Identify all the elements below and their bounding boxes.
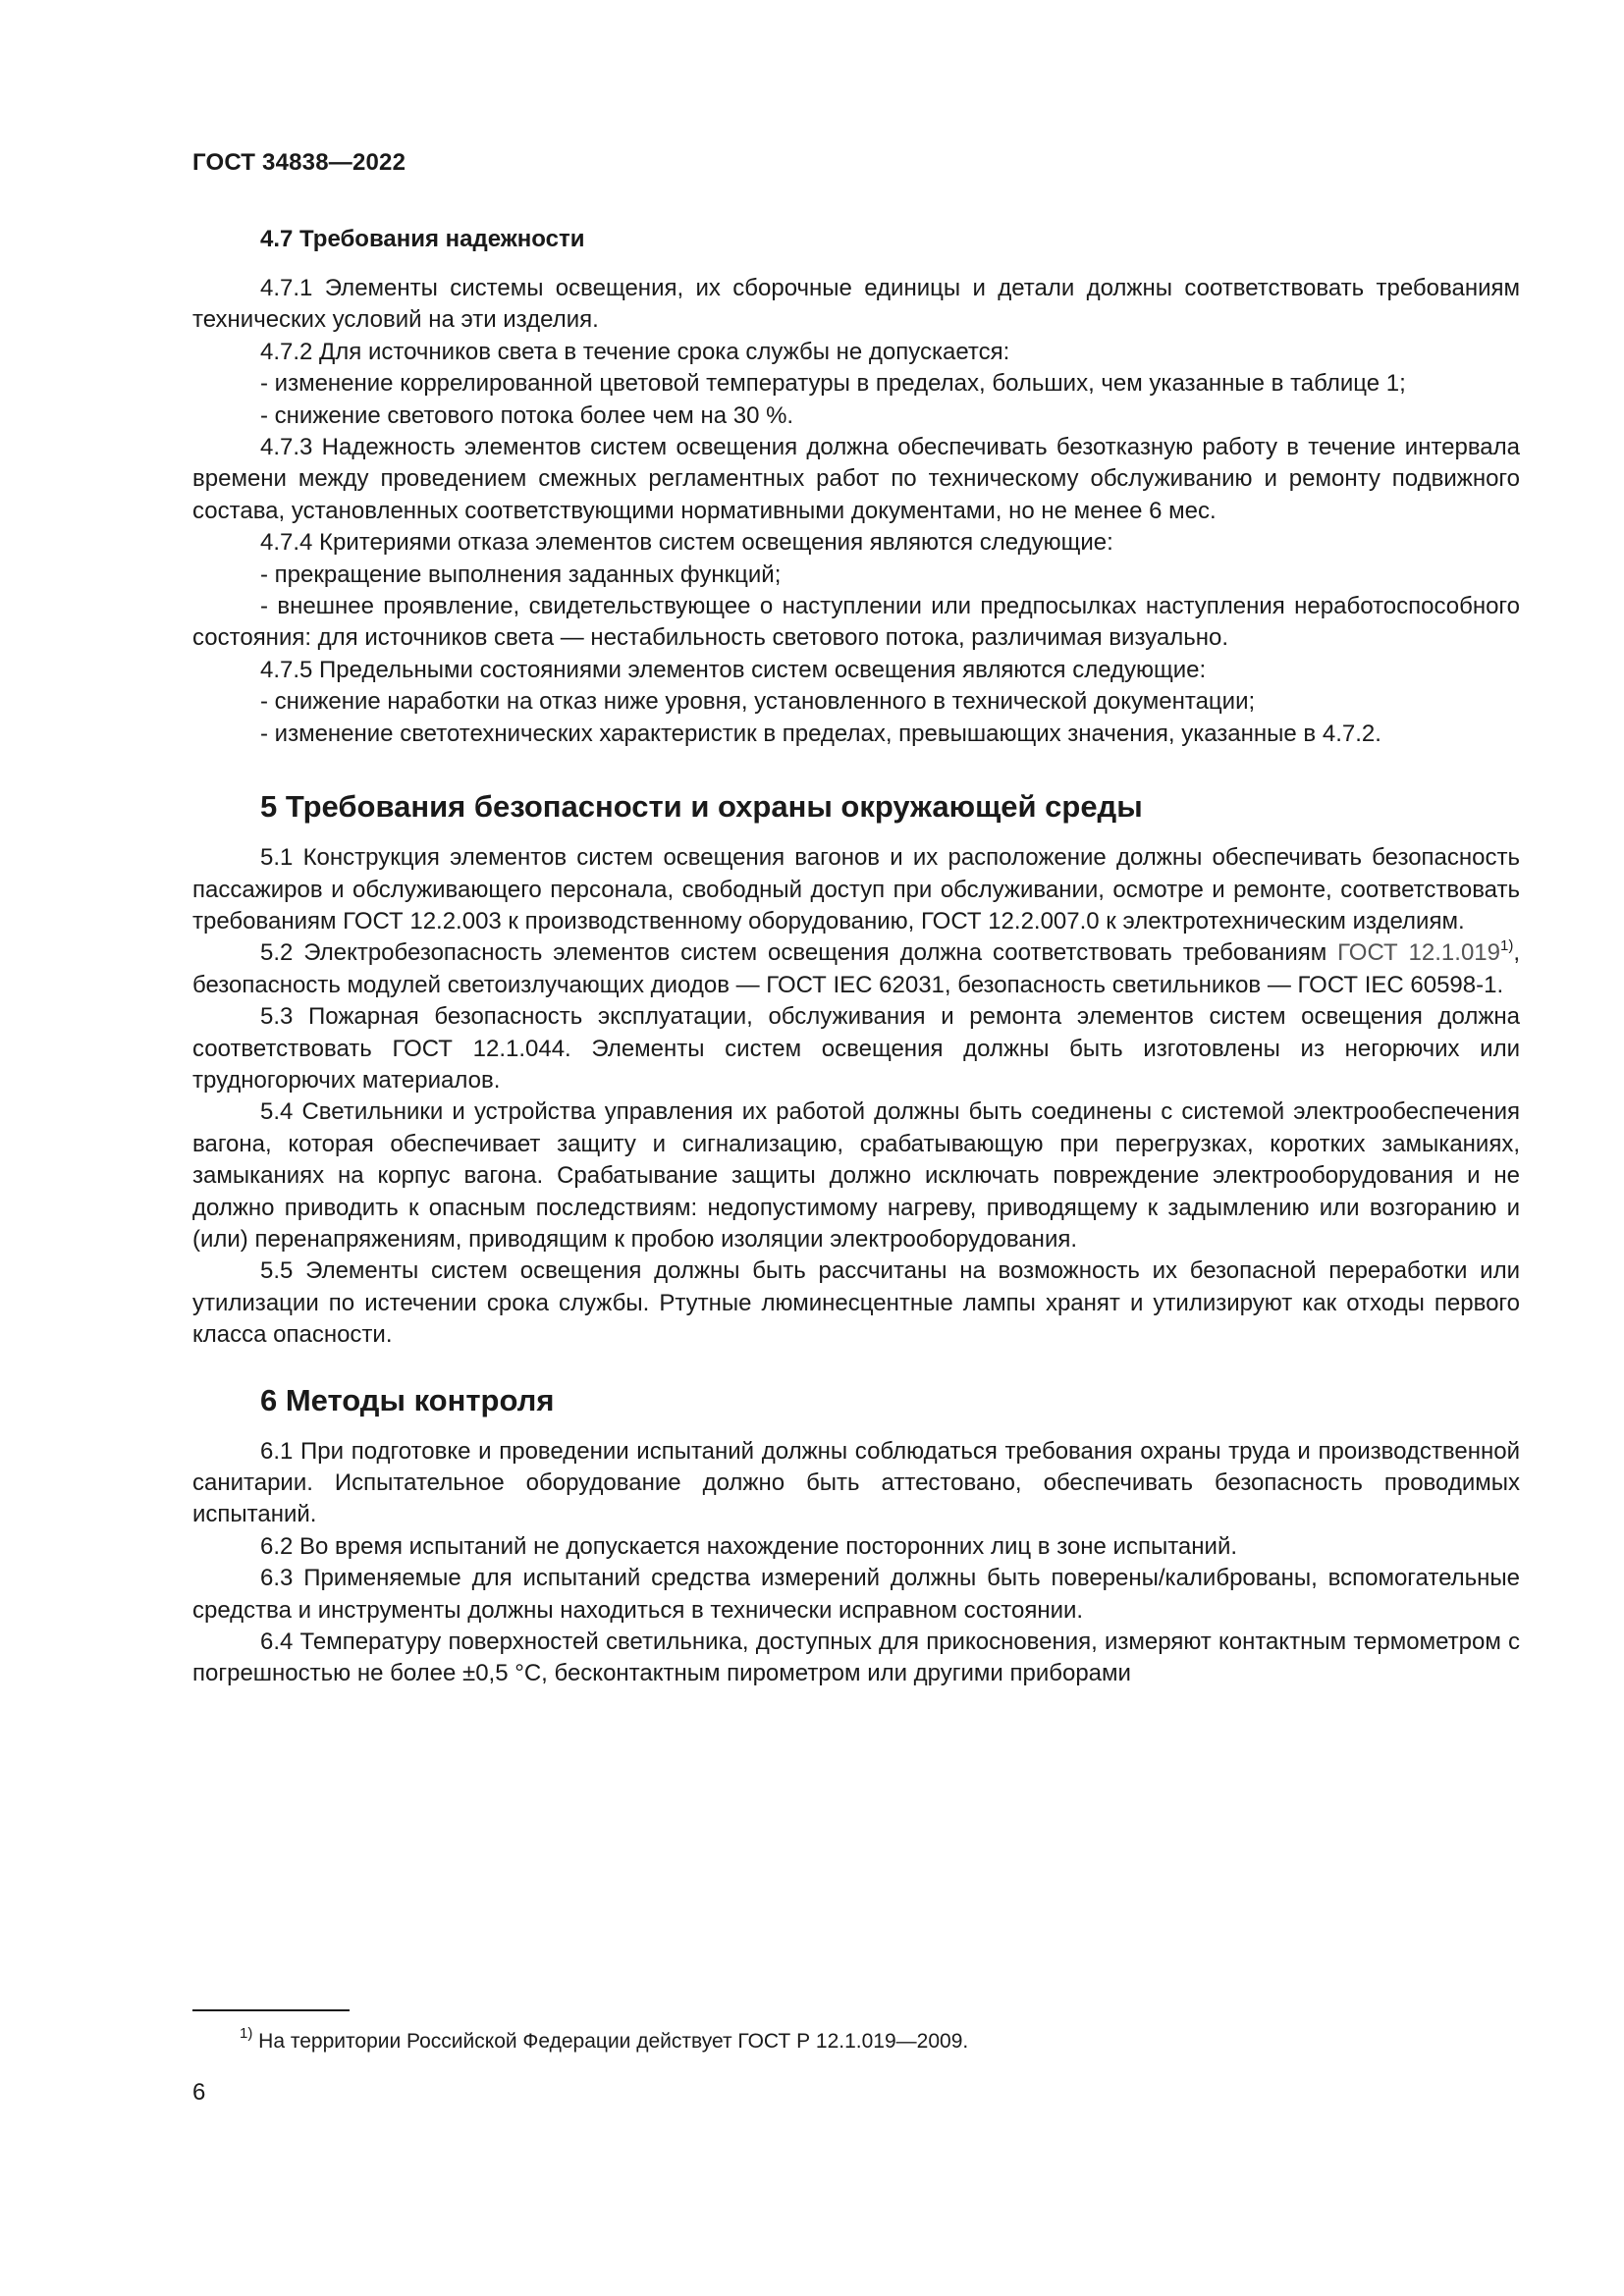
list-item: - внешнее проявление, свидетельствующее о наступлении или предпосылках наступления неработоспособного состояния: для источников света — нестабильность светового потока, различимая визуально. [192,593,1520,652]
list-item: - снижение светового потока более чем на 30 %. [260,401,794,429]
gost-12-1-019-link[interactable]: ГОСТ 12.1.019 [1337,939,1500,967]
footnote [240,2025,969,2056]
list-item: - снижение наработки на отказ ниже уровня, установленного в технической документации; [260,688,1256,716]
paragraph: 4.7.2 Для источников света в течение срока службы не допускается: [260,338,1010,365]
paragraph: 5.5 Элементы систем освещения должны быть рассчитаны на возможность их безопасной переработки или утилизации по истечении срока службы. Ртутные люминесцентные лампы хранят и утилизируют как отходы первого класса опасности. [192,1257,1520,1349]
list-item: - изменение коррелированной цветовой температуры в пределах, больших, чем указанные в таблице 1; [260,370,1406,398]
paragraph-5-2 [192,937,1520,1001]
footnote-marker: 1) [240,2025,253,2042]
document-code-header: ГОСТ 34838—2022 [192,149,406,176]
footnote-ref: 1) [1499,937,1514,955]
page-content [192,222,1520,1690]
paragraph: 5.3 Пожарная безопасность эксплуатации, обслуживания и ремонта элементов систем освещения должна соответствовать ГОСТ 12.1.044. Элементы систем освещения должны быть изготовлены из негорючих или трудногорючих материалов. [192,1003,1520,1094]
list-item: - изменение светотехнических характеристик в пределах, превышающих значения, указанные в 4.7.2. [260,720,1381,747]
paragraph: 4.7.1 Элементы системы освещения, их сборочные единицы и детали должны соответствовать требованиям технических условий на эти изделия. [192,275,1520,334]
paragraph: 6.3 Применяемые для испытаний средства измерений должны быть поверены/калиброваны, вспомогательные средства и инструменты должны находиться в технически исправном состоянии. [192,1565,1520,1624]
section-4-7-heading: 4.7 Требования надежности [260,226,585,252]
section-6-heading: 6 Методы контроля [260,1382,555,1417]
page-number: 6 [192,2079,206,2106]
footnote-separator [192,2009,350,2011]
section-5-heading: 5 Требования безопасности и охраны окружающей среды [260,789,1143,825]
paragraph: 4.7.5 Предельными состояниями элементов систем освещения являются следующие: [260,656,1207,683]
paragraph: 6.2 Во время испытаний не допускается нахождение посторонних лиц в зоне испытаний. [260,1532,1238,1560]
paragraph-text: 5.2 Электробезопасность элементов систем освещения должна соответствовать требованиям [260,939,1338,967]
paragraph: 4.7.3 Надежность элементов систем освещения должна обеспечивать безотказную работу в течение интервала времени между проведением смежных регламентных работ по техническому обслуживанию и ремонту подвижного состава, установленных соответствующими нормативными документами, но не менее 6 мес. [192,434,1520,524]
paragraph-text: , безопасность модулей светоизлучающих диодов — ГОСТ IEC 62031, безопасность светильников — ГОСТ IEC 60598-1. [192,939,1520,998]
paragraph: 6.4 Температуру поверхностей светильника, доступных для прикосновения, измеряют контактным термометром с погрешностью не более ±0,5 °С, бесконтактным пирометром или другими приборами [192,1629,1520,1687]
paragraph: 4.7.4 Критериями отказа элементов систем освещения являются следующие: [260,529,1113,557]
list-item: - прекращение выполнения заданных функций; [260,561,782,588]
paragraph: 5.4 Светильники и устройства управления их работой должны быть соединены с системой электрообеспечения вагона, которая обеспечивает защиту и сигнализацию, срабатывающую при перегрузках, коротких замыканиях, замыканиях на корпус вагона. Срабатывание защиты должно исключать повреждение электрооборудования и не должно приводить к опасным последствиям: недопустимому нагреву, приводящему к задымлению или возгоранию и (или) перенапряжениям, приводящим к пробою изоляции электрооборудования. [192,1098,1520,1253]
paragraph: 6.1 При подготовке и проведении испытаний должны соблюдаться требования охраны труда и производственной санитарии. Испытательное оборудование должно быть аттестовано, обеспечивать безопасность проводимых испытаний. [192,1437,1520,1528]
paragraph: 5.1 Конструкция элементов систем освещения вагонов и их расположение должны обеспечивать безопасность пассажиров и обслуживающего персонала, свободный доступ при обслуживании, осмотре и ремонте, соответствовать требованиям ГОСТ 12.2.003 к производственному оборудованию, ГОСТ 12.2.007.0 к электротехническим изделиям. [192,844,1520,934]
footnote-text: На территории Российской Федерации действует ГОСТ Р 12.1.019—2009. [252,2030,969,2053]
